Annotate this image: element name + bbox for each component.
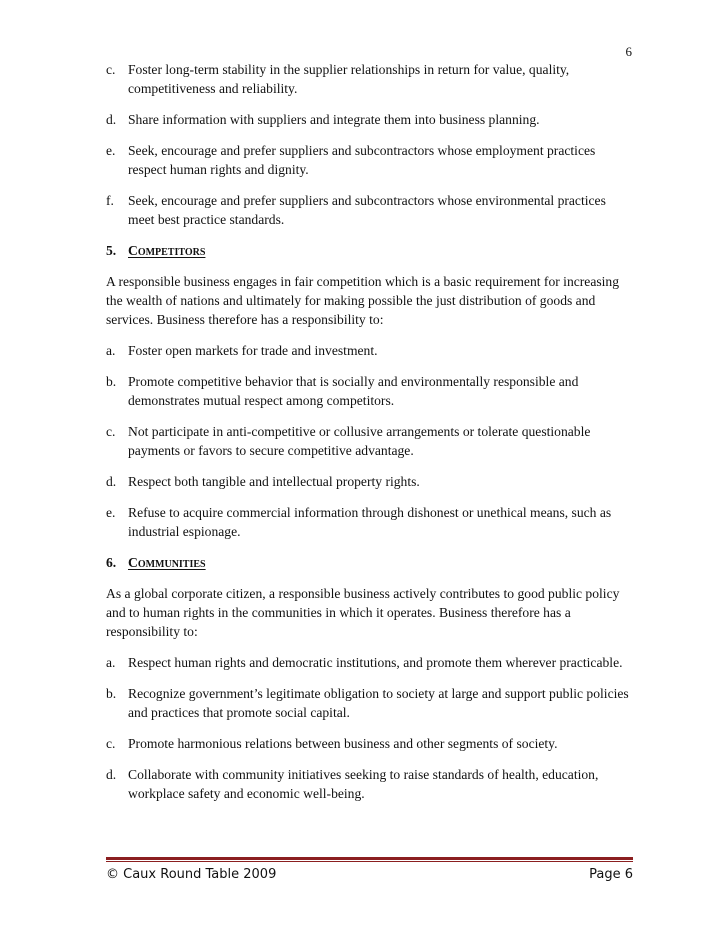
list-marker: b. [106, 374, 117, 389]
list-marker: b. [106, 686, 117, 701]
list-item-text: Refuse to acquire commercial information through dishonest or unethical means, such as industrial espionage. [128, 505, 612, 539]
list-item-text: Respect both tangible and intellectual property rights. [128, 474, 420, 489]
list-item [106, 503, 634, 541]
list-item [106, 422, 634, 460]
list-item-text: Not participate in anti-competitive or collusive arrangements or tolerate questionable payments or favors to secure competitive advantage. [128, 424, 591, 458]
section-intro: A responsible business engages in fair competition which is a basic requirement for increasing the wealth of nations and ultimately for making possible the just distribution of goods and services. Business therefore has a responsibility to: [106, 274, 620, 327]
supplier-list [106, 60, 634, 229]
list-item [106, 191, 634, 229]
list-item [106, 684, 634, 722]
list-marker: d. [106, 767, 117, 782]
footer-rule [106, 857, 633, 860]
list-item-text: Recognize government’s legitimate obligation to society at large and support public policies and practices that promote social capital. [128, 686, 629, 720]
section-title: Competitors [128, 243, 206, 258]
list-item-text: Promote harmonious relations between business and other segments of society. [128, 736, 558, 751]
list-item [106, 141, 634, 179]
list-marker: e. [106, 143, 116, 158]
page-number: 6 [625, 44, 632, 59]
list-marker: c. [106, 62, 116, 77]
list-item-text: Seek, encourage and prefer suppliers and subcontractors whose environmental practices meet best practice standards. [128, 193, 606, 227]
list-marker: d. [106, 474, 117, 489]
competitors-list [106, 341, 634, 541]
list-marker: c. [106, 424, 116, 439]
list-marker: a. [106, 343, 116, 358]
list-item-text: Share information with suppliers and integrate them into business planning. [128, 112, 540, 127]
list-item [106, 60, 634, 98]
communities-list [106, 653, 634, 803]
list-item [106, 765, 634, 803]
list-marker: a. [106, 655, 116, 670]
document-body [106, 60, 634, 815]
list-marker: f. [106, 193, 114, 208]
list-item [106, 341, 634, 360]
section-heading-communities [106, 553, 634, 572]
footer-rule-thin [106, 861, 633, 862]
list-item-text: Seek, encourage and prefer suppliers and subcontractors whose employment practices respect human rights and dignity. [128, 143, 596, 177]
section-heading-competitors [106, 241, 634, 260]
list-item [106, 110, 634, 129]
section-number: 5. [106, 243, 117, 258]
footer-copyright: © Caux Round Table 2009 [106, 867, 277, 882]
section-title: Communities [128, 555, 206, 570]
list-item [106, 372, 634, 410]
section-intro: As a global corporate citizen, a responsible business actively contributes to good public policy and to human rights in the communities in which it operates. Business therefore has a responsibility to: [106, 586, 620, 639]
list-item-text: Collaborate with community initiatives seeking to raise standards of health, education, workplace safety and economic well-being. [128, 767, 599, 801]
list-item-text: Promote competitive behavior that is socially and environmentally responsible and demonstrates mutual respect among competitors. [128, 374, 579, 408]
list-item-text: Foster open markets for trade and investment. [128, 343, 378, 358]
list-item-text: Foster long-term stability in the supplier relationships in return for value, quality, competitiveness and reliability. [128, 62, 570, 96]
page-footer [106, 866, 633, 884]
section-number: 6. [106, 555, 117, 570]
list-item [106, 653, 634, 672]
list-marker: c. [106, 736, 116, 751]
list-item [106, 472, 634, 491]
list-marker: e. [106, 505, 116, 520]
list-item [106, 734, 634, 753]
list-marker: d. [106, 112, 117, 127]
footer-page-label: Page 6 [589, 867, 633, 882]
list-item-text: Respect human rights and democratic institutions, and promote them wherever practicable. [128, 655, 623, 670]
